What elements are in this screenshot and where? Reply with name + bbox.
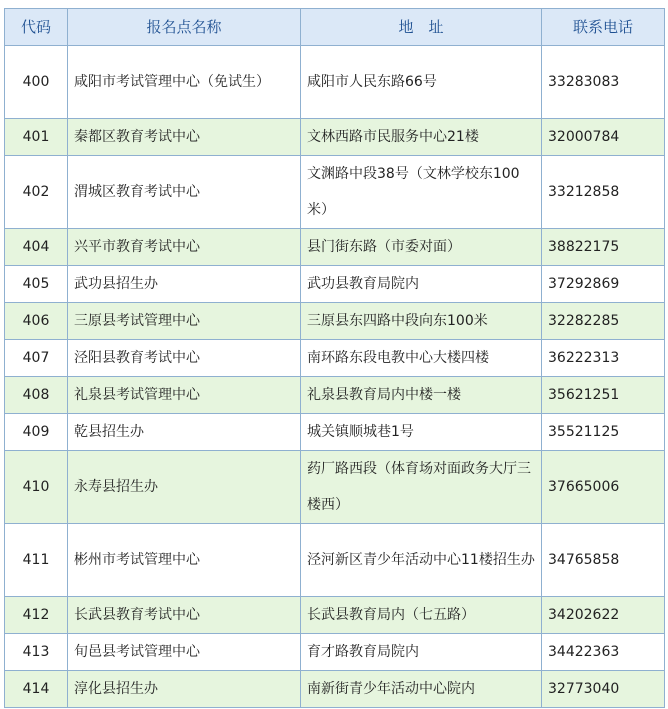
- cell-code: 400: [5, 46, 68, 119]
- exam-registration-table-container: [4, 8, 665, 708]
- cell-name: 永寿县招生办: [68, 451, 301, 524]
- cell-address: 文林西路市民服务中心21楼: [301, 119, 542, 156]
- cell-phone: 33283083: [542, 46, 665, 119]
- cell-phone: 32773040: [542, 671, 665, 708]
- table-row: [5, 524, 665, 597]
- cell-name: 彬州市考试管理中心: [68, 524, 301, 597]
- cell-code: 402: [5, 156, 68, 229]
- table-header-row: [5, 9, 665, 46]
- cell-code: 413: [5, 634, 68, 671]
- cell-name: 乾县招生办: [68, 414, 301, 451]
- cell-name: 咸阳市考试管理中心（免试生）: [68, 46, 301, 119]
- table-row: [5, 119, 665, 156]
- cell-name: 渭城区教育考试中心: [68, 156, 301, 229]
- header-address: 地 址: [301, 9, 542, 46]
- table-row: [5, 414, 665, 451]
- cell-phone: 34765858: [542, 524, 665, 597]
- exam-registration-table: [4, 8, 665, 708]
- cell-code: 401: [5, 119, 68, 156]
- cell-address: 三原县东四路中段向东100米: [301, 303, 542, 340]
- cell-phone: 32000784: [542, 119, 665, 156]
- cell-name: 武功县招生办: [68, 266, 301, 303]
- table-row: [5, 340, 665, 377]
- cell-phone: 34202622: [542, 597, 665, 634]
- table-row: [5, 451, 665, 524]
- table-row: [5, 597, 665, 634]
- cell-code: 407: [5, 340, 68, 377]
- table-row: [5, 266, 665, 303]
- cell-name: 礼泉县考试管理中心: [68, 377, 301, 414]
- cell-phone: 35621251: [542, 377, 665, 414]
- table-row: [5, 303, 665, 340]
- header-name: 报名点名称: [68, 9, 301, 46]
- table-row: [5, 671, 665, 708]
- table-row: [5, 229, 665, 266]
- cell-code: 405: [5, 266, 68, 303]
- cell-phone: 32282285: [542, 303, 665, 340]
- cell-code: 410: [5, 451, 68, 524]
- cell-address: 药厂路西段（体育场对面政务大厅三楼西）: [301, 451, 542, 524]
- cell-phone: 36222313: [542, 340, 665, 377]
- cell-address: 县门街东路（市委对面）: [301, 229, 542, 266]
- cell-name: 淳化县招生办: [68, 671, 301, 708]
- cell-code: 412: [5, 597, 68, 634]
- cell-phone: 38822175: [542, 229, 665, 266]
- cell-code: 406: [5, 303, 68, 340]
- cell-code: 414: [5, 671, 68, 708]
- cell-name: 兴平市教育考试中心: [68, 229, 301, 266]
- cell-name: 泾阳县教育考试中心: [68, 340, 301, 377]
- cell-address: 南环路东段电教中心大楼四楼: [301, 340, 542, 377]
- cell-address: 南新街青少年活动中心院内: [301, 671, 542, 708]
- cell-address: 育才路教育局院内: [301, 634, 542, 671]
- cell-name: 三原县考试管理中心: [68, 303, 301, 340]
- cell-name: 秦都区教育考试中心: [68, 119, 301, 156]
- cell-phone: 33212858: [542, 156, 665, 229]
- cell-code: 404: [5, 229, 68, 266]
- table-row: [5, 634, 665, 671]
- cell-address: 泾河新区青少年活动中心11楼招生办: [301, 524, 542, 597]
- cell-address: 长武县教育局内（七五路）: [301, 597, 542, 634]
- cell-address: 武功县教育局院内: [301, 266, 542, 303]
- header-code: 代码: [5, 9, 68, 46]
- table-row: [5, 46, 665, 119]
- cell-code: 411: [5, 524, 68, 597]
- cell-name: 旬邑县考试管理中心: [68, 634, 301, 671]
- cell-code: 408: [5, 377, 68, 414]
- cell-phone: 37292869: [542, 266, 665, 303]
- cell-address: 咸阳市人民东路66号: [301, 46, 542, 119]
- cell-name: 长武县教育考试中心: [68, 597, 301, 634]
- cell-phone: 35521125: [542, 414, 665, 451]
- cell-address: 礼泉县教育局内中楼一楼: [301, 377, 542, 414]
- cell-address: 城关镇顺城巷1号: [301, 414, 542, 451]
- cell-code: 409: [5, 414, 68, 451]
- table-row: [5, 156, 665, 229]
- table-row: [5, 377, 665, 414]
- cell-address: 文渊路中段38号（文林学校东100米）: [301, 156, 542, 229]
- header-phone: 联系电话: [542, 9, 665, 46]
- cell-phone: 34422363: [542, 634, 665, 671]
- cell-phone: 37665006: [542, 451, 665, 524]
